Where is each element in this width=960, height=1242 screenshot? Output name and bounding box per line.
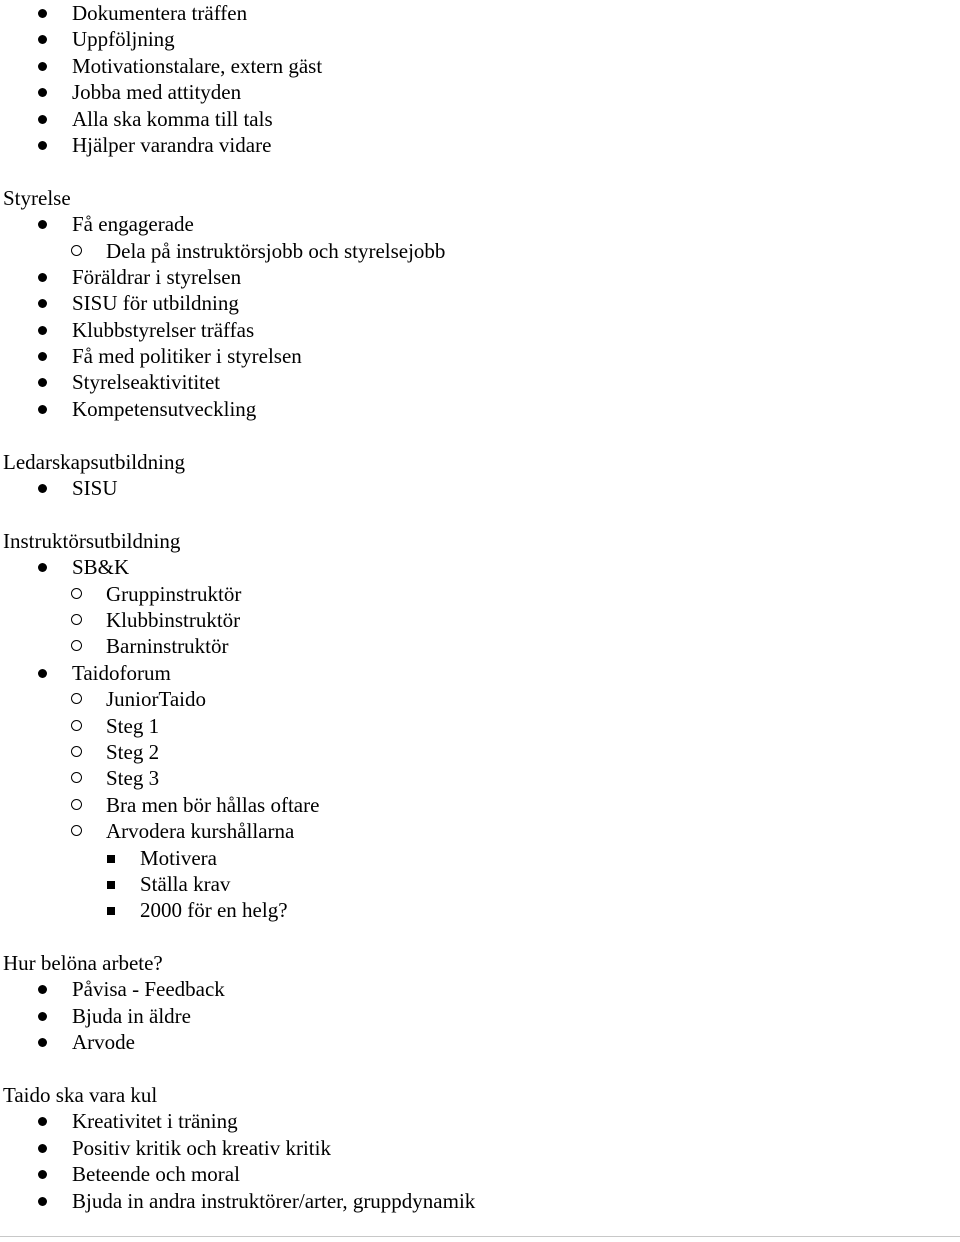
filled-bullet-icon bbox=[38, 88, 47, 97]
list-item-text: Motivera bbox=[140, 845, 217, 870]
list-item-level-1 bbox=[0, 554, 960, 580]
list-item-level-1 bbox=[0, 290, 960, 316]
section-spacer bbox=[0, 422, 960, 448]
list-item-level-2 bbox=[0, 765, 960, 791]
list-item-level-1 bbox=[0, 976, 960, 1002]
list-item-text: Kompetensutveckling bbox=[72, 396, 257, 421]
section-heading: Hur belöna arbete? bbox=[3, 951, 163, 976]
list-item-text: Klubbinstruktör bbox=[106, 607, 241, 632]
hollow-circle-bullet-icon bbox=[71, 825, 82, 836]
hollow-circle-bullet-icon bbox=[71, 799, 82, 810]
list-item-text: Dokumentera träffen bbox=[72, 1, 248, 25]
filled-bullet-icon bbox=[38, 62, 47, 71]
list-item-text: Dela på instruktörsjobb och styrelsejobb bbox=[106, 238, 446, 263]
filled-bullet-icon bbox=[38, 141, 47, 150]
list-item-text: Få med politiker i styrelsen bbox=[72, 344, 302, 369]
section-spacer bbox=[0, 924, 960, 950]
list-item-text: 2000 för en helg? bbox=[140, 898, 288, 923]
list-item-level-1 bbox=[0, 343, 960, 369]
filled-bullet-icon bbox=[38, 299, 47, 308]
list-item-level-1 bbox=[0, 1108, 960, 1134]
section-spacer bbox=[0, 1056, 960, 1082]
list-item-level-2 bbox=[0, 739, 960, 765]
list-item-level-1 bbox=[0, 211, 960, 237]
list-item-level-2 bbox=[0, 818, 960, 844]
filled-bullet-icon bbox=[38, 1038, 47, 1047]
list-item-level-1 bbox=[0, 132, 960, 158]
hollow-circle-bullet-icon bbox=[71, 245, 82, 256]
list-item-text: Få engagerade bbox=[72, 212, 194, 237]
filled-bullet-icon bbox=[38, 1144, 47, 1153]
filled-bullet-icon bbox=[38, 563, 47, 572]
list-item-text: Uppföljning bbox=[72, 27, 175, 52]
list-item-level-2 bbox=[0, 686, 960, 712]
list-item-text: SB&K bbox=[72, 555, 130, 580]
list-item-level-1 bbox=[0, 0, 960, 26]
list-item-text: Bjuda in äldre bbox=[72, 1003, 191, 1028]
list-item-text: JuniorTaido bbox=[106, 687, 207, 712]
list-item-level-1 bbox=[0, 1161, 960, 1187]
list-item-level-2 bbox=[0, 633, 960, 659]
section-heading: Ledarskapsutbildning bbox=[3, 449, 185, 474]
list-item-text: Positiv kritik och kreativ kritik bbox=[72, 1135, 331, 1160]
hollow-circle-bullet-icon bbox=[71, 588, 82, 599]
filled-bullet-icon bbox=[38, 1197, 47, 1206]
section-spacer bbox=[0, 158, 960, 184]
square-bullet-icon bbox=[107, 907, 115, 915]
filled-bullet-icon bbox=[38, 273, 47, 282]
list-item-text: Påvisa - Feedback bbox=[72, 977, 225, 1002]
list-item-text: Barninstruktör bbox=[106, 634, 229, 659]
list-item-text: Alla ska komma till tals bbox=[72, 106, 273, 131]
list-item-text: Beteende och moral bbox=[72, 1162, 240, 1187]
list-item-level-1 bbox=[0, 1003, 960, 1029]
list-item-text: Föräldrar i styrelsen bbox=[72, 264, 242, 289]
list-item-level-3 bbox=[0, 897, 960, 923]
list-item-level-2 bbox=[0, 581, 960, 607]
list-item-text: Steg 2 bbox=[106, 739, 160, 764]
list-item-text: Bjuda in andra instruktörer/arter, gruppdynamik bbox=[72, 1188, 476, 1213]
filled-bullet-icon bbox=[38, 985, 47, 994]
square-bullet-icon bbox=[107, 855, 115, 863]
list-item-level-1 bbox=[0, 26, 960, 52]
filled-bullet-icon bbox=[38, 405, 47, 414]
list-item-level-1 bbox=[0, 1188, 960, 1214]
list-item-level-2 bbox=[0, 607, 960, 633]
hollow-circle-bullet-icon bbox=[71, 693, 82, 704]
filled-bullet-icon bbox=[38, 1117, 47, 1126]
hollow-circle-bullet-icon bbox=[71, 720, 82, 731]
section-spacer bbox=[0, 501, 960, 527]
list-item-text: Ställa krav bbox=[140, 871, 231, 896]
filled-bullet-icon bbox=[38, 220, 47, 229]
list-item-level-2 bbox=[0, 238, 960, 264]
list-item-level-1 bbox=[0, 369, 960, 395]
list-item-level-1 bbox=[0, 660, 960, 686]
hollow-circle-bullet-icon bbox=[71, 640, 82, 651]
filled-bullet-icon bbox=[38, 1170, 47, 1179]
list-item-text: Klubbstyrelser träffas bbox=[72, 317, 255, 342]
list-item-level-3 bbox=[0, 871, 960, 897]
list-item-text: SISU för utbildning bbox=[72, 291, 239, 316]
list-item-text: Arvodera kurshållarna bbox=[106, 819, 295, 844]
filled-bullet-icon bbox=[38, 1012, 47, 1021]
section-heading: Styrelse bbox=[3, 185, 71, 210]
list-item-level-1 bbox=[0, 1135, 960, 1161]
list-item-level-1 bbox=[0, 396, 960, 422]
filled-bullet-icon bbox=[38, 115, 47, 124]
list-item-text: Steg 1 bbox=[106, 713, 160, 738]
filled-bullet-icon bbox=[38, 35, 47, 44]
list-item-text: Jobba med attityden bbox=[72, 80, 242, 105]
list-item-level-1 bbox=[0, 475, 960, 501]
list-item-text: Steg 3 bbox=[106, 766, 160, 791]
list-item-text: Arvode bbox=[72, 1030, 135, 1055]
list-item-text: Bra men bör hållas oftare bbox=[106, 792, 320, 817]
list-item-level-2 bbox=[0, 713, 960, 739]
list-item-text: Taidoforum bbox=[72, 660, 171, 685]
hollow-circle-bullet-icon bbox=[71, 746, 82, 757]
filled-bullet-icon bbox=[38, 378, 47, 387]
list-item-level-1 bbox=[0, 53, 960, 79]
filled-bullet-icon bbox=[38, 9, 47, 18]
list-item-text: Motivationstalare, extern gäst bbox=[72, 53, 323, 78]
list-item-text: Kreativitet i träning bbox=[72, 1109, 238, 1134]
hollow-circle-bullet-icon bbox=[71, 614, 82, 625]
square-bullet-icon bbox=[107, 881, 115, 889]
list-item-text: Styrelseaktivititet bbox=[72, 370, 221, 395]
filled-bullet-icon bbox=[38, 669, 47, 678]
hollow-circle-bullet-icon bbox=[71, 772, 82, 783]
list-item-text: SISU bbox=[72, 476, 118, 501]
list-item-text: Gruppinstruktör bbox=[106, 581, 242, 606]
list-item-level-3 bbox=[0, 845, 960, 871]
list-item-text: Hjälper varandra vidare bbox=[72, 132, 272, 157]
section-heading: Taido ska vara kul bbox=[3, 1083, 158, 1108]
list-item-level-1 bbox=[0, 79, 960, 105]
list-item-level-1 bbox=[0, 317, 960, 343]
filled-bullet-icon bbox=[38, 352, 47, 361]
section-heading: Instruktörsutbildning bbox=[3, 528, 181, 553]
bottom-divider bbox=[0, 1236, 960, 1237]
filled-bullet-icon bbox=[38, 484, 47, 493]
list-item-level-1 bbox=[0, 106, 960, 132]
list-item-level-1 bbox=[0, 264, 960, 290]
list-item-level-2 bbox=[0, 792, 960, 818]
list-item-level-1 bbox=[0, 1029, 960, 1055]
filled-bullet-icon bbox=[38, 326, 47, 335]
